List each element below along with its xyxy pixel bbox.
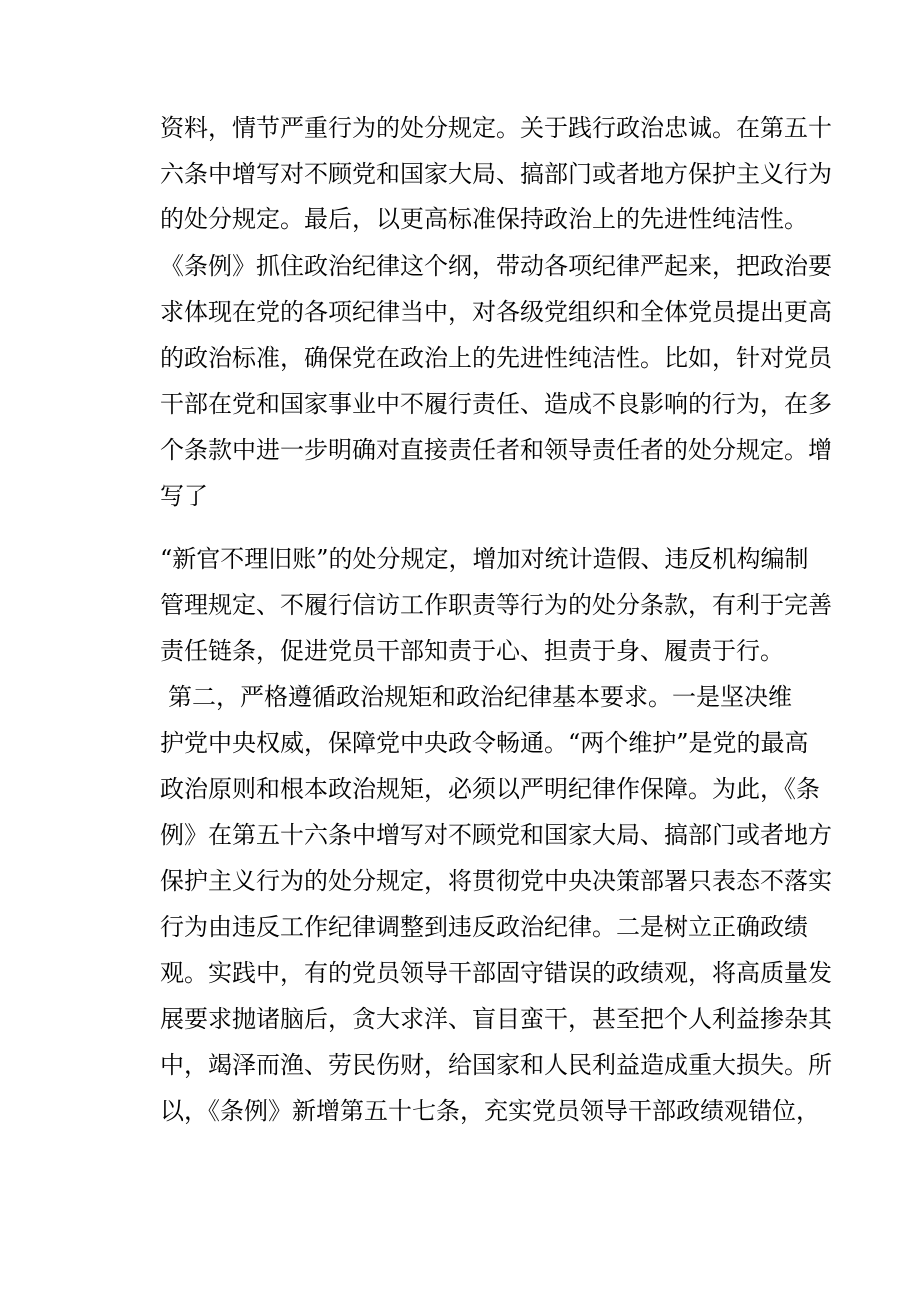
text-line-1: 资料，情节严重行为的处分规定。关于践行政治忠诚。在第五十 bbox=[160, 114, 832, 142]
text-line-5: 求体现在党的各项纪律当中，对各级党组织和全体党员提出更高 bbox=[160, 298, 832, 326]
text-line-15: 政治原则和根本政治规矩，必须以严明纪律作保障。为此，《条 bbox=[160, 775, 820, 803]
text-line-7: 干部在党和国家事业中不履行责任、造成不良影响的行为，在多 bbox=[160, 390, 832, 418]
text-line-16: 例》在第五十六条中增写对不顾党和国家大局、搞部门或者地方 bbox=[160, 821, 832, 849]
text-line-2: 六条中增写对不顾党和国家大局、搞部门或者地方保护主义行为 bbox=[160, 160, 832, 188]
text-line-8: 个条款中进一步明确对直接责任者和领导责任者的处分规定。增 bbox=[160, 436, 832, 464]
text-line-22: 以，《条例》新增第五十七条，充实党员领导干部政绩观错位， bbox=[160, 1097, 820, 1125]
text-line-11: 管理规定、不履行信访工作职责等行为的处分条款，有利于完善 bbox=[160, 591, 832, 619]
paragraph-start-line: 第二，严格遵循政治规矩和政治纪律基本要求。一是坚决维 bbox=[168, 683, 792, 711]
text-line-9: 写了 bbox=[160, 482, 208, 510]
text-line-18: 行为由违反工作纪律调整到违反政治纪律。二是树立正确政绩 bbox=[160, 913, 808, 941]
text-line-3: 的处分规定。最后，以更高标准保持政治上的先进性纯洁性。 bbox=[160, 205, 808, 233]
text-line-14: 护党中央权威，保障党中央政令畅通。“两个维护”是党的最高 bbox=[160, 729, 809, 757]
text-line-10: “新官不理旧账”的处分规定，增加对统计造假、违反机构编制 bbox=[160, 545, 809, 573]
text-line-12: 责任链条，促进党员干部知责于心、担责于身、履责于行。 bbox=[160, 637, 784, 665]
text-line-6: 的政治标准，确保党在政治上的先进性纯洁性。比如，针对党员 bbox=[160, 344, 832, 372]
text-line-4: 《条例》抓住政治纪律这个纲，带动各项纪律严起来，把政治要 bbox=[160, 252, 832, 280]
text-line-20: 展要求抛诸脑后，贪大求洋、盲目蛮干，甚至把个人利益掺杂其 bbox=[160, 1005, 832, 1033]
text-line-21: 中，竭泽而渔、劳民伤财，给国家和人民利益造成重大损失。所 bbox=[160, 1051, 832, 1079]
text-line-17: 保护主义行为的处分规定，将贯彻党中央决策部署只表态不落实 bbox=[160, 867, 832, 895]
text-line-19: 观。实践中，有的党员领导干部固守错误的政绩观，将高质量发 bbox=[160, 959, 832, 987]
